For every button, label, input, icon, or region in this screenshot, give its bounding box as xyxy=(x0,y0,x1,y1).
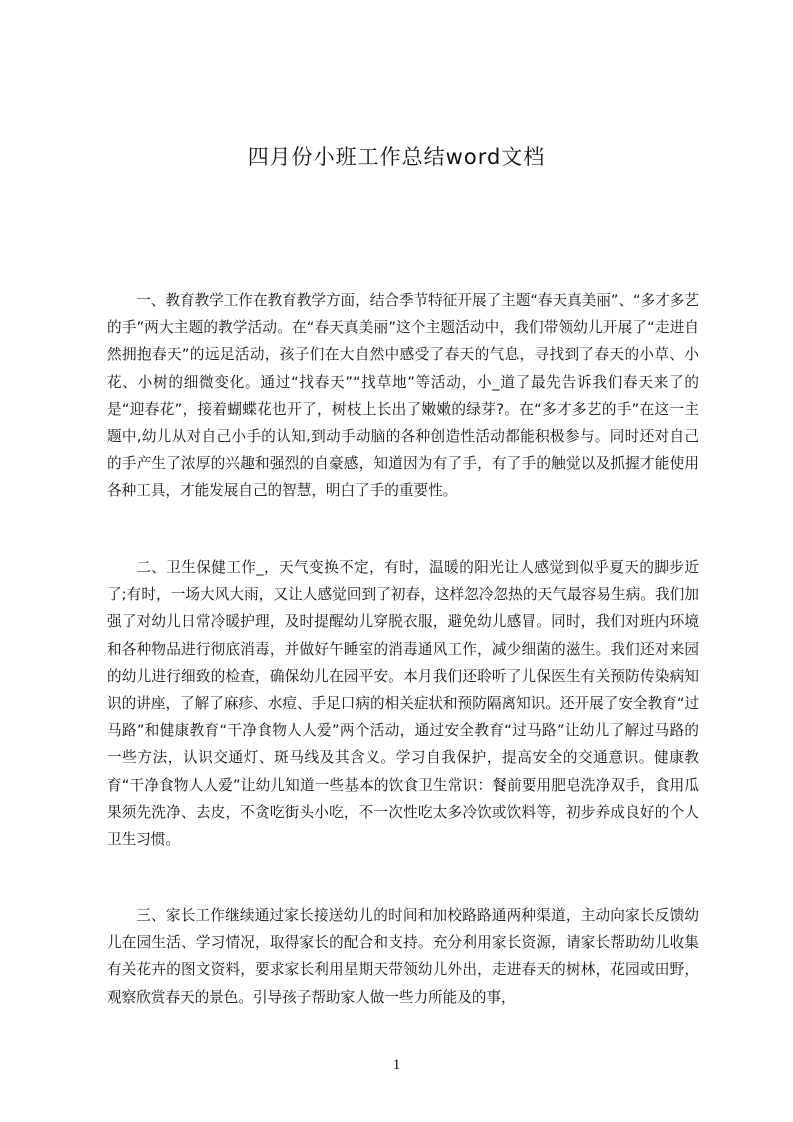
document-title: 四月份小班工作总结word文档 xyxy=(247,145,546,169)
page-number: 1 xyxy=(392,1057,401,1073)
paragraph-health-care: 二、卫生保健工作_，天气变换不定，有时，温暖的阳光让人感觉到似乎夏天的脚步近了;有时，一场大风大雨，又让人感觉回到了初春，这样忽冷忽热的天气最容易生病。我们加强了对幼儿日常冷暖护理，及时提醒幼儿穿脱衣服，避免幼儿感冒。同时，我们对班内环境和各种物品进行彻底消毒，并做好午睡室的消毒通风工作，减少细菌的滋生。我们还对来园的幼儿进行细致的检查，确保幼儿在园平安。本月我们还聆听了儿保医生有关预防传染病知识的讲座，了解了麻疹、水痘、手足口病的相关症状和预防隔离知识。还开展了安全教育“过马路”和健康教育“干净食物人人爱”两个活动，通过安全教育“过马路”让幼儿了解过马路的一些方法，认识交通灯、斑马线及其含义。学习自我保护，提高安全的交通意识。健康教育“干净食物人人爱”让幼儿知道一些基本的饮食卫生常识：餐前要用肥皂洗净双手，食用瓜果须先洗净、去皮，不贪吃街头小吃，不一次性吃太多冷饮或饮料等，初步养成良好的个人卫生习惯。 xyxy=(107,559,699,849)
paragraph-education: 一、教育教学工作在教育教学方面，结合季节特征开展了主题“春天真美丽”、“多才多艺的手”两大主题的教学活动。在“春天真美丽”这个主题活动中，我们带领幼儿开展了“走进自然拥抱春天”的远足活动，孩子们在大自然中感受了春天的气息，寻找到了春天的小草、小花、小树的细微变化。通过“找春天”“找草地”等活动，小_道了最先告诉我们春天来了的是“迎春花”，接着蝴蝶花也开了，树枝上长出了嫩嫩的绿芽?。在“多才多艺的手”在这一主题中,幼儿从对自己小手的认知,到动手动脑的各种创造性活动都能积极参与。同时还对自己的手产生了浓厚的兴趣和强烈的自豪感，知道因为有了手，有了手的触觉以及抓握才能使用各种工具，才能发展自己的智慧，明白了手的重要性。 xyxy=(107,292,699,500)
paragraph-parent-work: 三、家长工作继续通过家长接送幼儿的时间和加校路路通两种渠道，主动向家长反馈幼儿在园生活、学习情况，取得家长的配合和支持。充分利用家长资源，请家长帮助幼儿收集有关花卉的图文资料，要求家长利用星期天带领幼儿外出，走进春天的树林，花园或田野，观察欣赏春天的景色。引导孩子帮助家人做一些力所能及的事， xyxy=(107,907,699,1006)
